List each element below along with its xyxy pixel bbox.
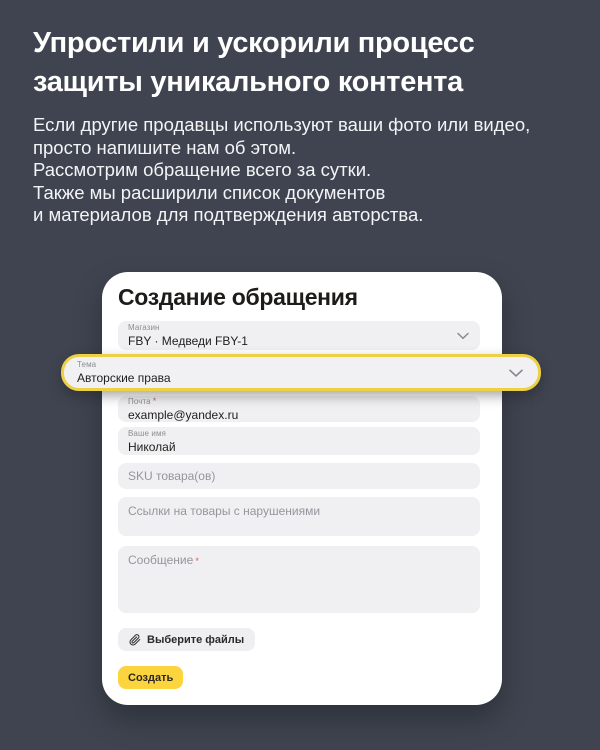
topic-label: Тема (77, 360, 97, 369)
form-title: Создание обращения (118, 284, 358, 310)
choose-files-label: Выберите файлы (147, 633, 245, 646)
message-textarea[interactable] (118, 546, 480, 613)
email-label: Почта * (128, 396, 157, 406)
topic-value: Авторские права (77, 371, 171, 385)
hero-description-line: и материалов для подтверждения авторства. (33, 204, 424, 226)
required-asterisk: * (152, 396, 157, 406)
links-input[interactable] (118, 497, 480, 536)
name-label: Ваше имя (128, 428, 166, 438)
message-placeholder: Сообщение * (128, 553, 199, 567)
create-button[interactable] (118, 666, 183, 689)
chevron-down-icon (457, 332, 469, 340)
create-ticket-card (102, 272, 502, 705)
hero-description-line: Рассмотрим обращение всего за сутки. (33, 159, 372, 181)
shop-value: FBY · Медведи FBY-1 (128, 334, 248, 348)
hero-title-line: защиты уникального контента (33, 66, 463, 98)
hero-title (33, 24, 474, 102)
sku-placeholder: SKU товара(ов) (128, 469, 216, 483)
email-value: example@yandex.ru (128, 408, 239, 422)
shop-label: Магазин (128, 323, 160, 332)
paperclip-icon (129, 634, 141, 646)
hero-title-line: Упростили и ускорили процесс (33, 27, 475, 59)
email-field[interactable] (118, 396, 480, 422)
links-placeholder: Ссылки на товары с нарушениями (128, 504, 321, 518)
name-field[interactable] (118, 427, 480, 455)
shop-select[interactable] (118, 321, 480, 350)
hero-description-line: просто напишите нам об этом. (33, 136, 297, 158)
sku-input[interactable] (118, 463, 480, 489)
chevron-down-icon (509, 368, 523, 377)
hero-description-line: Также мы расширили список документов (33, 181, 386, 203)
choose-files-button[interactable] (118, 628, 255, 651)
hero-description (33, 114, 530, 227)
create-label: Создать (128, 671, 174, 684)
topic-select[interactable] (61, 354, 541, 391)
required-asterisk: * (195, 556, 199, 566)
name-value: Николай (128, 439, 176, 454)
hero-description-line: Если другие продавцы используют ваши фото или видео, (33, 114, 531, 135)
